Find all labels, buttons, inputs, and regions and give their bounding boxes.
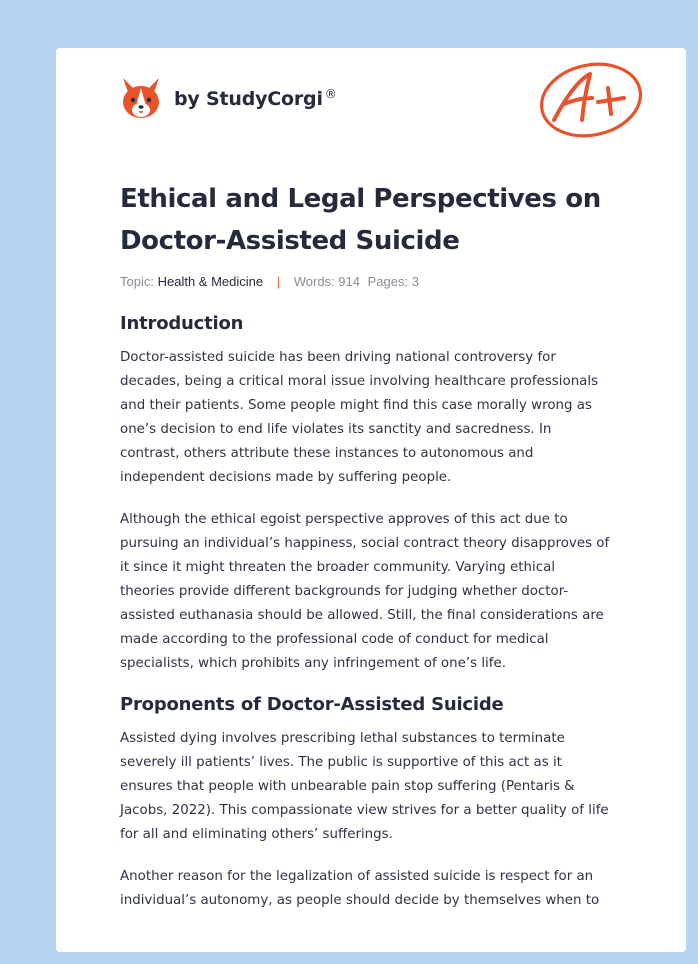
section-heading-proponents: Proponents of Doctor-Assisted Suicide <box>120 694 504 715</box>
article <box>120 178 640 913</box>
document-page <box>56 48 686 952</box>
pages-count: 3 <box>411 274 419 289</box>
paragraph: Assisted dying involves prescribing lethal substances to terminate severely ill patients’ lives. The public is supportive of this act as it ensures that people with unbearable pain stop suffering (Pentaris & Jacobs, 2022). This compassionate view strives for a better quality of life for all and eliminating others’ sufferings. <box>120 731 609 842</box>
article-meta <box>120 274 640 289</box>
pages-label: Pages: <box>367 274 409 289</box>
words-count: 914 <box>338 274 360 289</box>
brand-name[interactable]: by StudyCorgi ® <box>174 86 337 110</box>
meta-separator: | <box>276 274 281 289</box>
paragraph: Doctor-assisted suicide has been driving national controversy for decades, being a critical moral issue involving healthcare professionals and their patients. Some people might find this case morally wrong as one’s decision to end life violates its sanctity and sacredness. In contrast, others attribute these instances to autonomous and independent decisions made by suffering people. <box>120 350 599 485</box>
corgi-logo-icon[interactable] <box>120 76 162 120</box>
paragraph: Although the ethical egoist perspective approves of this act due to pursuing an individual’s happiness, social contract theory disapproves of it since it might threaten the broader community. Varying ethical theories provide different backgrounds for judging whether doctor- assisted euthanasia should be allowed. Still, the final considerations are made according to the professional code of conduct for medical specialists, which prohibits any infringement of one’s life. <box>120 512 610 671</box>
registered-mark: ® <box>324 86 337 101</box>
words-label: Words: <box>293 274 335 289</box>
paragraph: Another reason for the legalization of assisted suicide is respect for an individual’s autonomy, as people should decide by themselves when to <box>120 869 600 908</box>
grade-a-plus-icon <box>538 60 648 140</box>
page-title: Ethical and Legal Perspectives on Doctor-Assisted Suicide <box>120 184 601 256</box>
topic-link[interactable]: Health & Medicine <box>157 274 264 289</box>
section-heading-introduction: Introduction <box>120 313 244 334</box>
topic-label: Topic: <box>120 274 154 289</box>
site-header <box>120 76 337 120</box>
